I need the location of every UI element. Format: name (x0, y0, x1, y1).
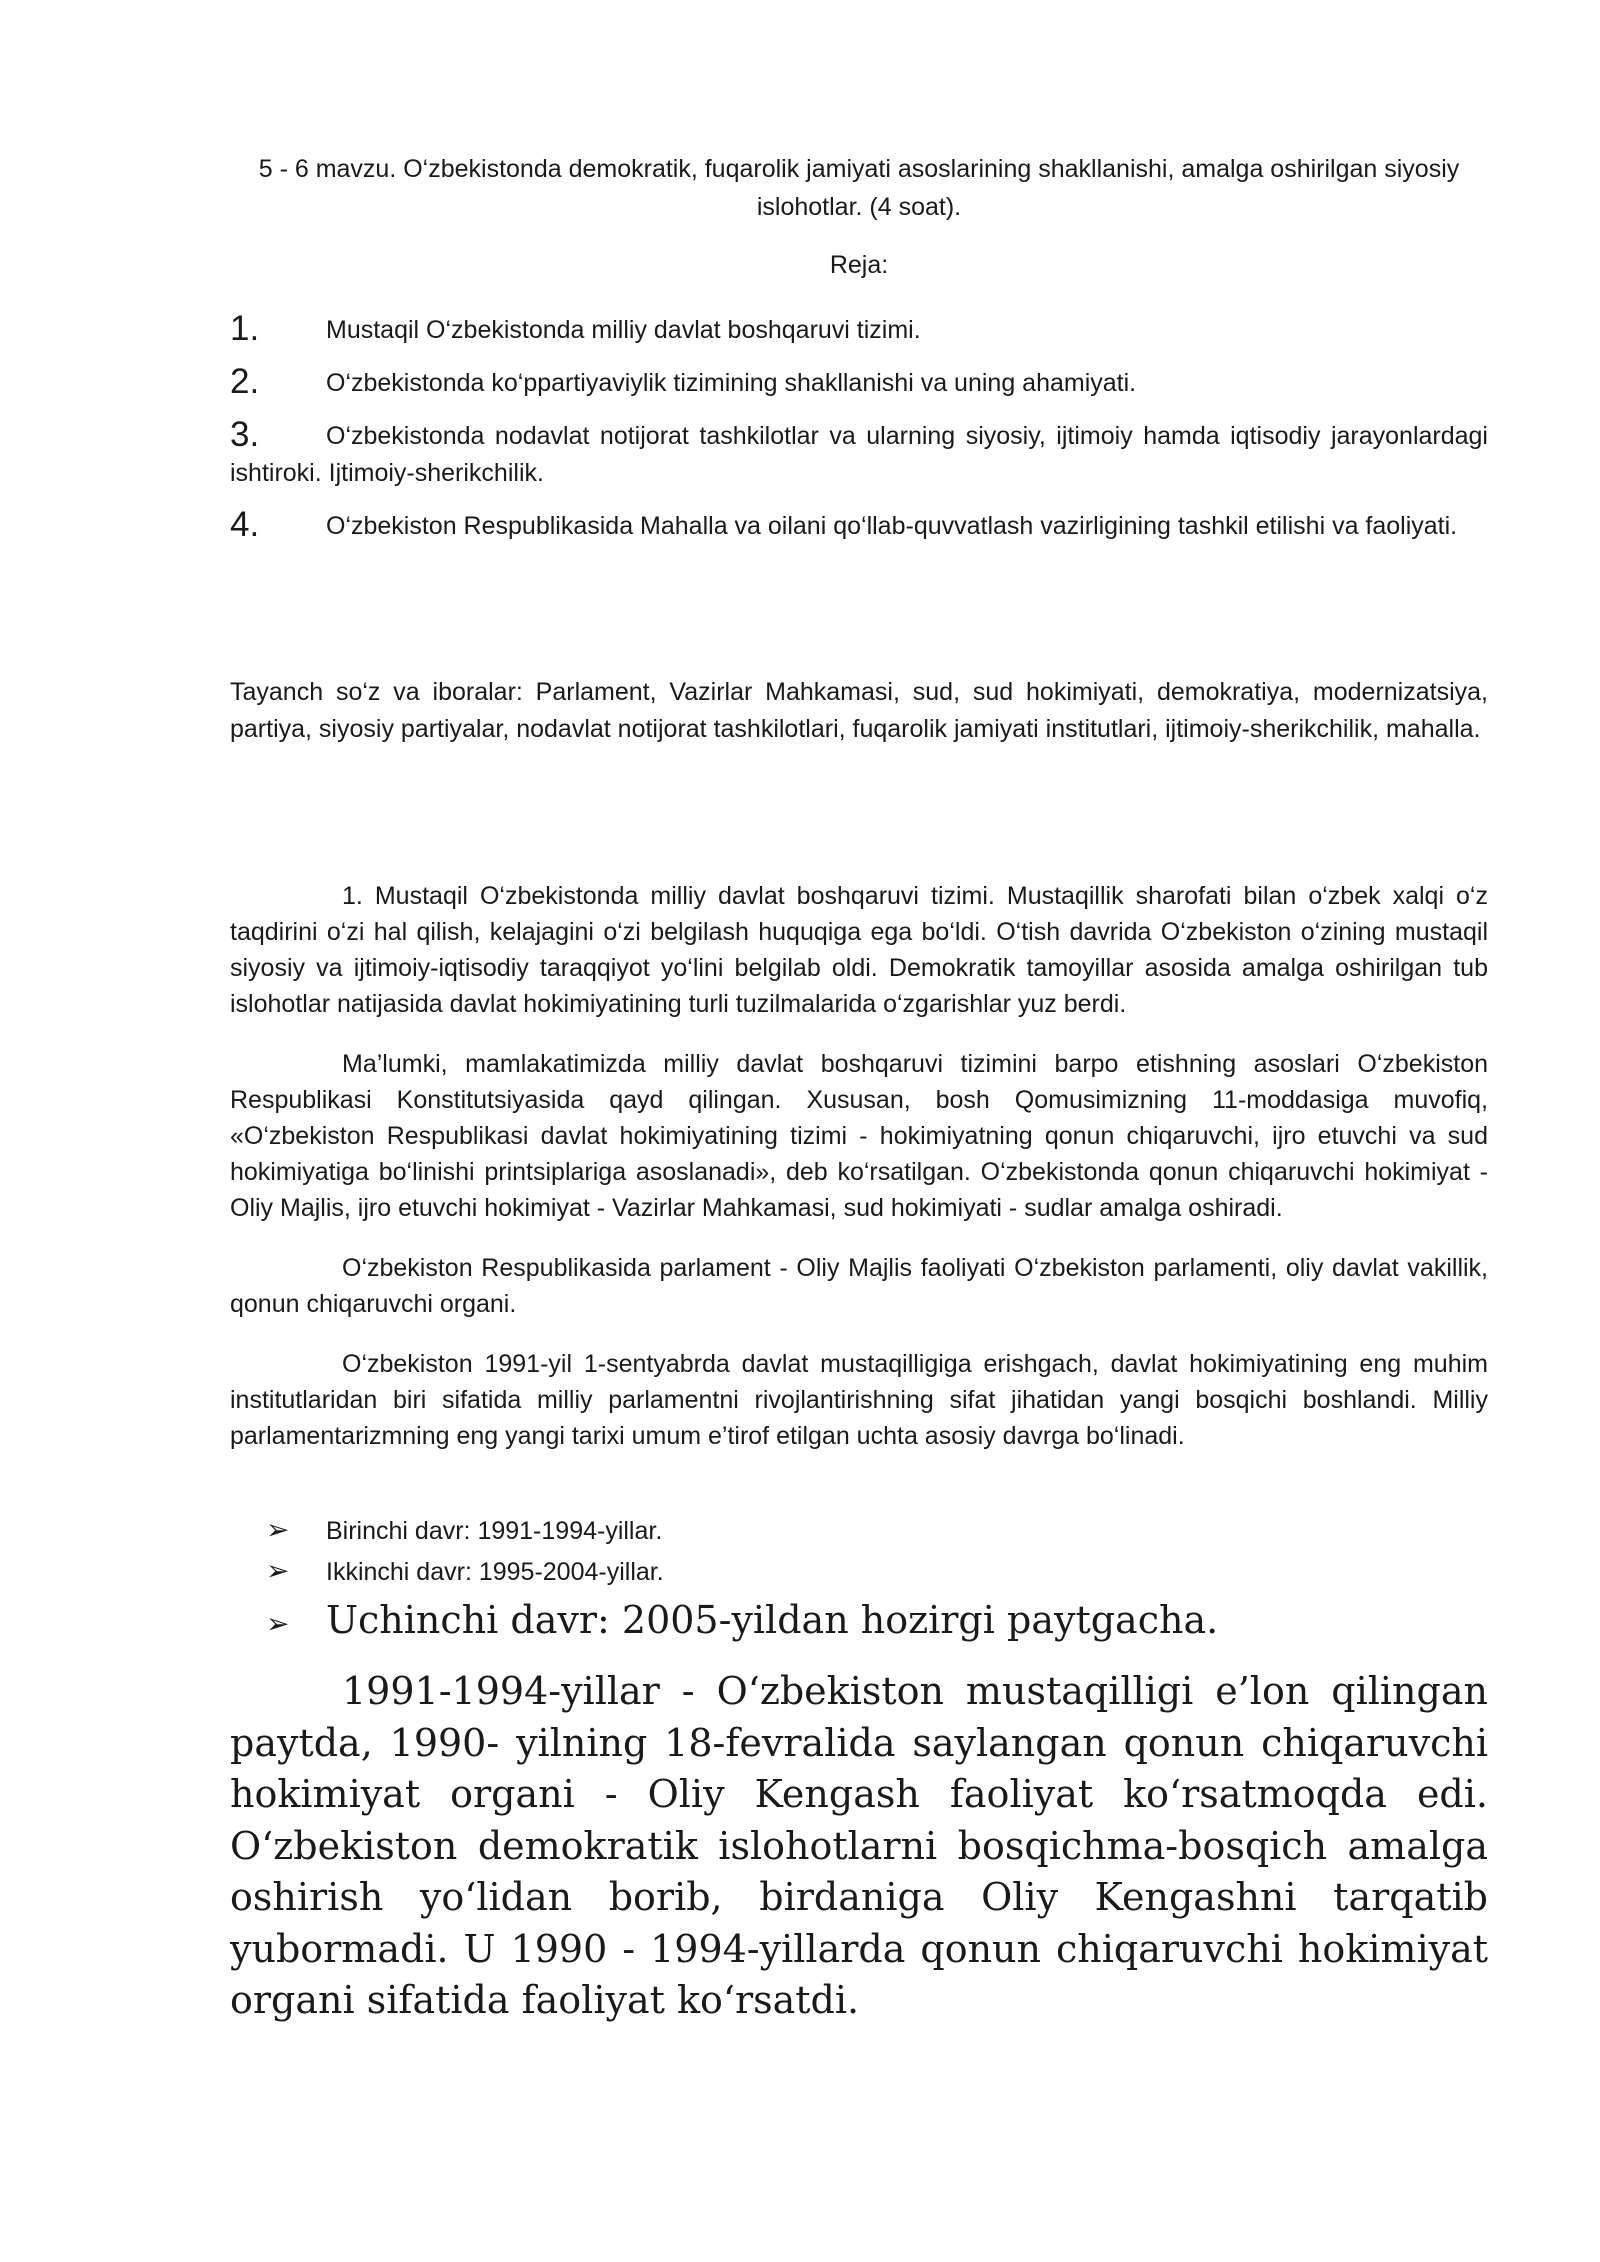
period-list (266, 1510, 1488, 1652)
plan-item-number: 2. (230, 362, 260, 401)
plan-item-number: 1. (230, 309, 260, 348)
period-list-item-text: Ikkinchi davr: 1995-2004-yillar. (326, 1558, 664, 1586)
body-paragraph: O‘zbekiston Respublikasida parlament - Oliy Majlis faoliyati O‘zbekiston parlamenti, oliy davlat vakillik, qonun chiqaruvchi organi. (230, 1254, 1488, 1318)
plan-item-text: O‘zbekiston Respublikasida Mahalla va oilani qo‘llab-quvvatlash vazirligining tashkil etilishi va faoliyati. (326, 512, 1458, 540)
keywords-paragraph: Tayanch so‘z va iboralar: Parlament, Vazirlar Mahkamasi, sud, sud hokimiyati, demokratiya, modernizatsiya, partiya, siyosiy partiyalar, nodavlat notijorat tashkilotlari, fuqarolik jamiyati institutlari, ijtimoiy-sherikchilik, mahalla. (230, 678, 1488, 743)
document-title: 5 - 6 mavzu. O‘zbekistonda demokratik, fuqarolik jamiyati asoslarining shakllanishi, amalga oshirilgan siyosiy islohotlar. (4 soat). (258, 155, 1460, 221)
plan-item (230, 363, 1488, 402)
period-list-item-text: Birinchi davr: 1991-1994-yillar. (326, 1517, 663, 1545)
plan-item-text: Mustaqil O‘zbekistonda milliy davlat boshqaruvi tizimi. (326, 316, 921, 344)
period-list-item-text: Uchinchi davr: 2005-yildan hozirgi paytgacha. (326, 1598, 1219, 1642)
final-paragraph: 1991-1994-yillar - O‘zbekiston mustaqilligi e’lon qilingan paytda, 1990- yilning 18-fevralida saylangan qonun chiqaruvchi hokimiyat organi - Oliy Kengash faoliyat ko‘rsatmoqda edi. O‘zbekiston demokratik islohotlarni bosqichma-bosqich amalga oshirish yo‘lidan borib, birdaniga Oliy Kengashni tarqatib yubormadi. U 1990 - 1994-yillarda qonun chiqaruvchi hokimiyat organi sifatida faoliyat ko‘rsatdi. (230, 1669, 1488, 2022)
arrowhead-bullet-icon: ➢ (266, 1514, 290, 1545)
plan-item-text: O‘zbekistonda ko‘ppartiyaviylik tizimining shakllanishi va uning ahamiyati. (326, 369, 1137, 397)
body-text (230, 878, 1488, 1478)
plan-item-number: 4. (230, 505, 260, 544)
plan-item-text: O‘zbekistonda nodavlat notijorat tashkilotlar va ularning siyosiy, ijtimoiy hamda iqtisodiy jarayonlardagi ishtiroki. Ijtimoiy-sherikchilik. (230, 422, 1488, 487)
period-list-item (266, 1510, 1488, 1551)
body-paragraph: O‘zbekiston 1991-yil 1-sentyabrda davlat mustaqilligiga erishgach, davlat hokimiyatining eng muhim institutlaridan biri sifatida milliy parlamentni rivojlantirishning sifat jihatidan yangi bosqichi boshlandi. Milliy parlamentarizmning eng yangi tarixi umum e’tirof etilgan uchta asosiy davrga bo‘linadi. (230, 1350, 1488, 1450)
plan-item (230, 416, 1488, 492)
period-list-item (266, 1551, 1488, 1592)
plan-heading: Reja: (829, 251, 889, 279)
plan-list (230, 310, 1488, 559)
plan-item (230, 506, 1488, 545)
body-paragraph: Ma’lumki, mamlakatimizda milliy davlat boshqaruvi tizimini barpo etishning asoslari O‘zbekiston Respublikasi Konstitutsiyasida qayd qilingan. Xususan, bosh Qomusimizning 11-moddasiga muvofiq, «O‘zbekiston Respublikasi davlat hokimiyatining tizimi - hokimiyatning qonun chiqaruvchi, ijro etuvchi va sud hokimiyatiga bo‘linishi printsiplariga asoslanadi», deb ko‘rsatilgan. O‘zbekistonda qonun chiqaruvchi hokimiyat - Oliy Majlis, ijro etuvchi hokimiyat - Vazirlar Mahkamasi, sud hokimiyati - sudlar amalga oshiradi. (230, 1050, 1488, 1222)
period-list-item (266, 1592, 1488, 1652)
arrowhead-bullet-icon: ➢ (266, 1607, 290, 1640)
plan-item (230, 310, 1488, 349)
arrowhead-bullet-icon: ➢ (266, 1555, 290, 1586)
plan-item-number: 3. (230, 415, 260, 454)
body-paragraph: 1. Mustaqil O‘zbekistonda milliy davlat boshqaruvi tizimi. Mustaqillik sharofati bilan o‘zbek xalqi o‘z taqdirini o‘zi hal qilish, kelajagini o‘zi belgilash huquqiga ega bo‘ldi. O‘tish davrida O‘zbekiston o‘zining mustaqil siyosiy va ijtimoiy-iqtisodiy taraqqiyot yo‘lini belgilab oldi. Demokratik tamoyillar asosida amalga oshirilgan tub islohotlar natijasida davlat hokimiyatining turli tuzilmalarida o‘zgarishlar yuz berdi. (230, 882, 1488, 1018)
